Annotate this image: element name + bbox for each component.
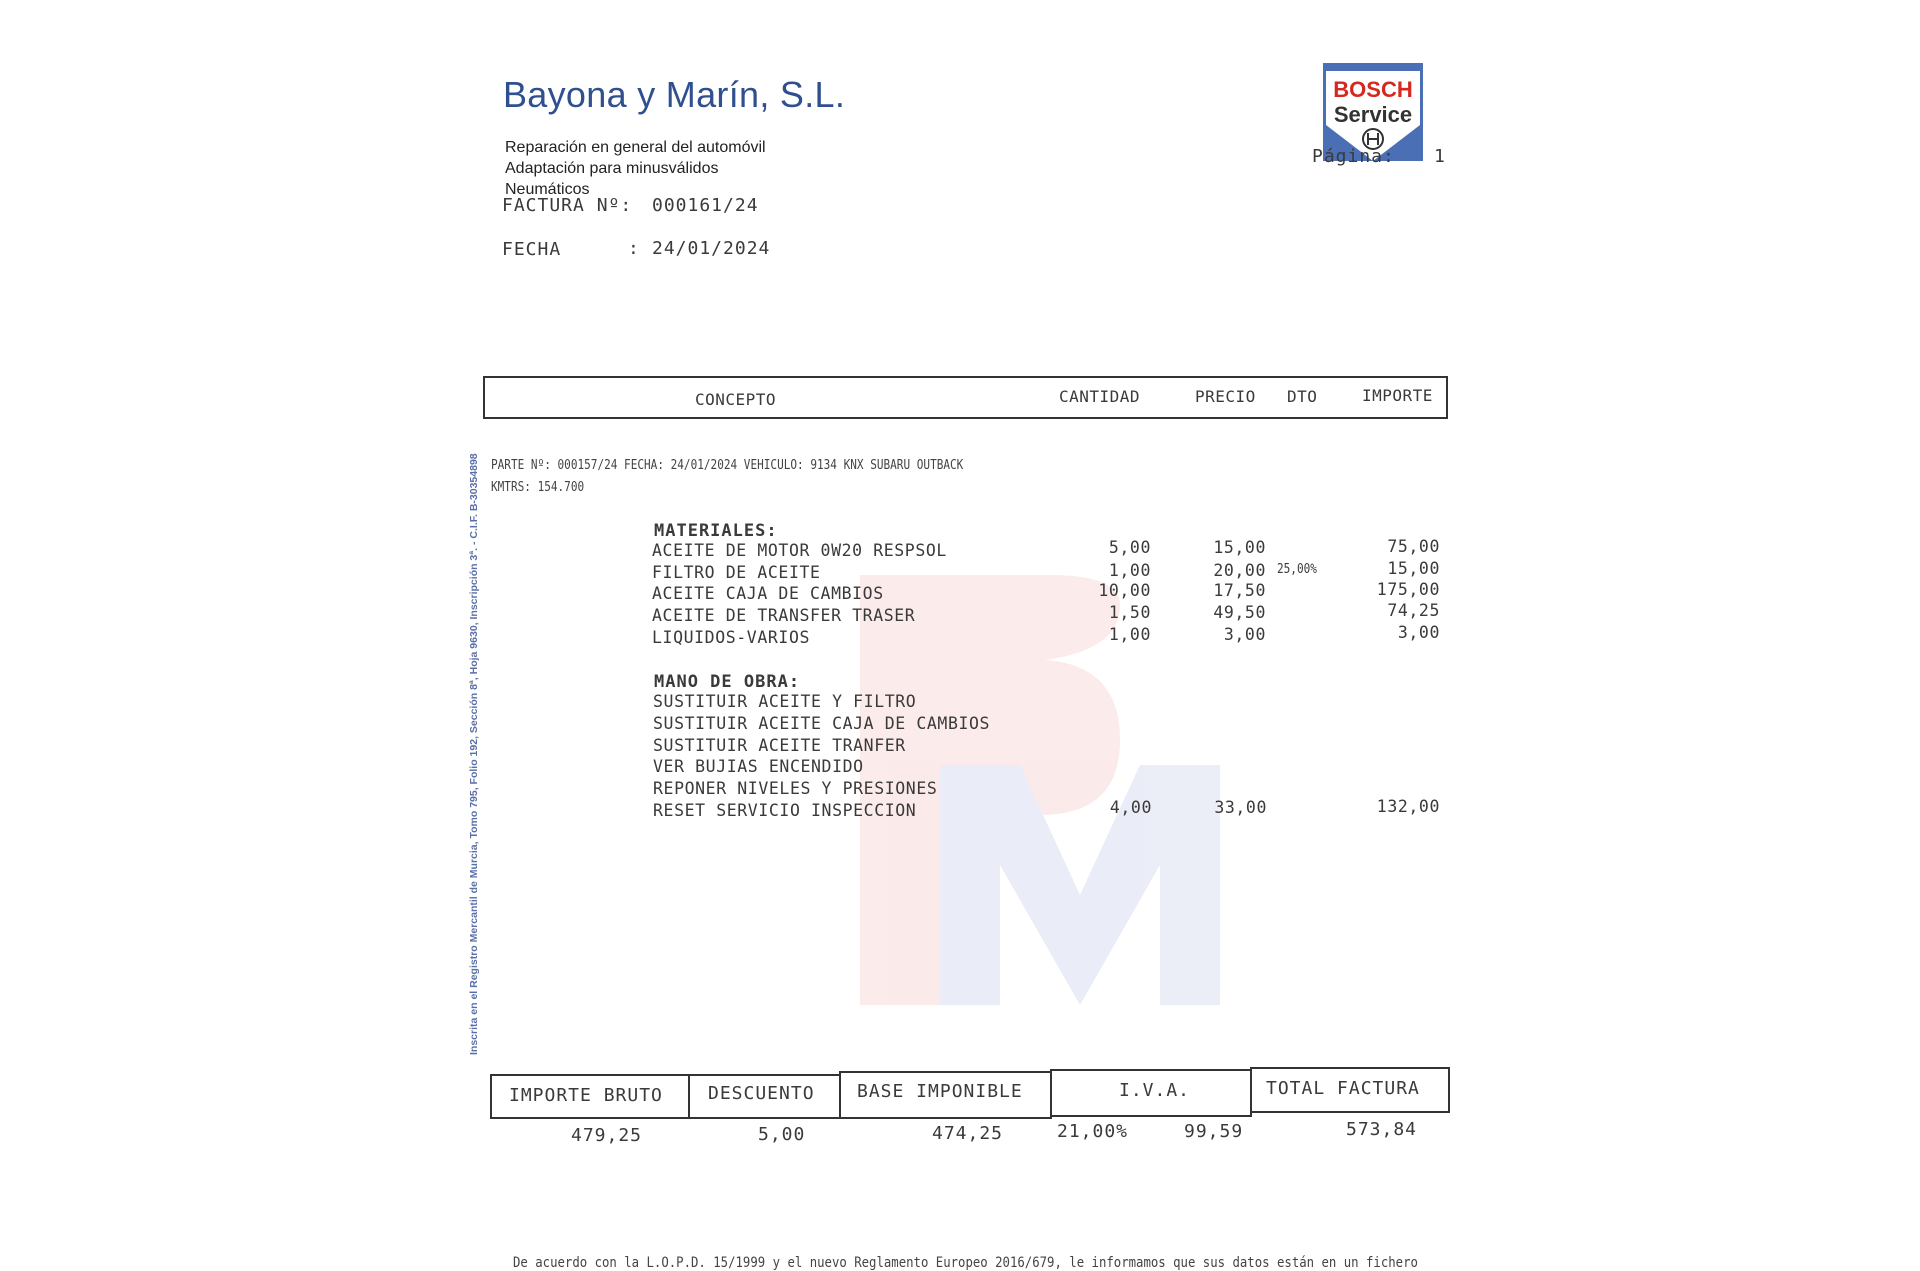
page-number: 1 xyxy=(1434,146,1446,167)
material-desc: ACEITE DE MOTOR 0W20 RESPSOL xyxy=(652,541,947,560)
total-factura-value: 573,84 xyxy=(1346,1119,1418,1140)
tagline-adaptation: Adaptación para minusválidos xyxy=(505,160,719,177)
iva-percent: 21,00% xyxy=(1057,1121,1129,1142)
iva-label: I.V.A. xyxy=(1119,1080,1191,1101)
labor-qty: 4,00 xyxy=(1109,798,1152,817)
materiales-title: MATERIALES: xyxy=(654,521,778,541)
material-amount: 75,00 xyxy=(1387,537,1440,556)
tagline-repair: Reparación en general del automóvil xyxy=(505,139,766,156)
company-name: Bayona y Marín, S.L. xyxy=(503,74,846,115)
col-precio: PRECIO xyxy=(1195,387,1256,406)
invoice-number: 000161/24 xyxy=(652,195,759,216)
base-imponible-value: 474,25 xyxy=(932,1123,1004,1144)
material-price: 49,50 xyxy=(1213,603,1266,622)
tagline-tyres: Neumáticos xyxy=(505,181,590,198)
material-desc: FILTRO DE ACEITE xyxy=(652,563,821,582)
material-qty: 1,00 xyxy=(1108,625,1151,644)
col-cantidad: CANTIDAD xyxy=(1059,387,1141,406)
material-price: 17,50 xyxy=(1213,581,1266,600)
material-qty: 10,00 xyxy=(1098,581,1151,600)
page-label: Página: xyxy=(1312,146,1395,167)
labor-line: SUSTITUIR ACEITE Y FILTRO xyxy=(653,692,917,711)
registry-info: Inscrita en el Registro Mercantil de Murcia, Tomo 795, Folio 192, Sección 8ª, Hoja 9630, Inscripción 3ª. - C.I.F. B-30354898 xyxy=(468,453,480,1055)
bosch-word: BOSCH xyxy=(1333,77,1413,102)
col-importe: IMPORTE xyxy=(1362,386,1433,405)
labor-line: RESET SERVICIO INSPECCION xyxy=(653,801,917,820)
material-price: 15,00 xyxy=(1213,538,1266,557)
material-price: 3,00 xyxy=(1223,625,1266,644)
material-qty: 5,00 xyxy=(1108,538,1151,557)
invoice-number-label: FACTURA Nº: xyxy=(502,195,633,216)
descuento-value: 5,00 xyxy=(758,1124,806,1145)
labor-line: REPONER NIVELES Y PRESIONES xyxy=(653,779,938,798)
base-imponible-label: BASE IMPONIBLE xyxy=(857,1081,1023,1102)
material-desc: LIQUIDOS-VARIOS xyxy=(652,628,811,647)
invoice-date-label: FECHA xyxy=(502,239,562,260)
material-amount: 3,00 xyxy=(1397,623,1440,642)
lopd-notice: De acuerdo con la L.O.P.D. 15/1999 y el nuevo Reglamento Europeo 2016/679, le informamos que sus datos están en un fichero xyxy=(513,1255,1418,1271)
service-word: Service xyxy=(1333,102,1413,127)
mano-obra-title: MANO DE OBRA: xyxy=(654,672,801,692)
material-amount: 175,00 xyxy=(1376,580,1440,599)
total-factura-label: TOTAL FACTURA xyxy=(1266,1078,1420,1099)
material-desc: ACEITE CAJA DE CAMBIOS xyxy=(652,584,884,603)
importe-bruto-value: 479,25 xyxy=(571,1125,643,1146)
material-dto: 25,00% xyxy=(1277,562,1317,577)
invoice-date-separator: : xyxy=(628,238,640,259)
labor-price: 33,00 xyxy=(1214,798,1267,817)
labor-line: SUSTITUIR ACEITE CAJA DE CAMBIOS xyxy=(653,714,991,733)
material-amount: 15,00 xyxy=(1387,559,1440,578)
labor-line: VER BUJIAS ENCENDIDO xyxy=(653,757,864,776)
material-amount: 74,25 xyxy=(1387,601,1440,620)
descuento-label: DESCUENTO xyxy=(708,1083,815,1104)
col-concepto: CONCEPTO xyxy=(695,390,777,409)
material-desc: ACEITE DE TRANSFER TRASER xyxy=(652,606,916,625)
importe-bruto-label: IMPORTE BRUTO xyxy=(509,1085,663,1106)
part-info-line: PARTE Nº: 000157/24 FECHA: 24/01/2024 VEHICULO: 9134 KNX SUBARU OUTBACK xyxy=(491,458,964,473)
material-price: 20,00 xyxy=(1213,561,1266,580)
material-qty: 1,00 xyxy=(1108,561,1151,580)
iva-value: 99,59 xyxy=(1184,1121,1244,1142)
material-qty: 1,50 xyxy=(1108,603,1151,622)
part-km-line: KMTRS: 154.700 xyxy=(491,480,585,495)
labor-amount: 132,00 xyxy=(1376,797,1440,816)
col-dto: DTO xyxy=(1287,387,1318,406)
invoice-date: 24/01/2024 xyxy=(652,238,771,259)
labor-line: SUSTITUIR ACEITE TRANFER xyxy=(653,736,906,755)
